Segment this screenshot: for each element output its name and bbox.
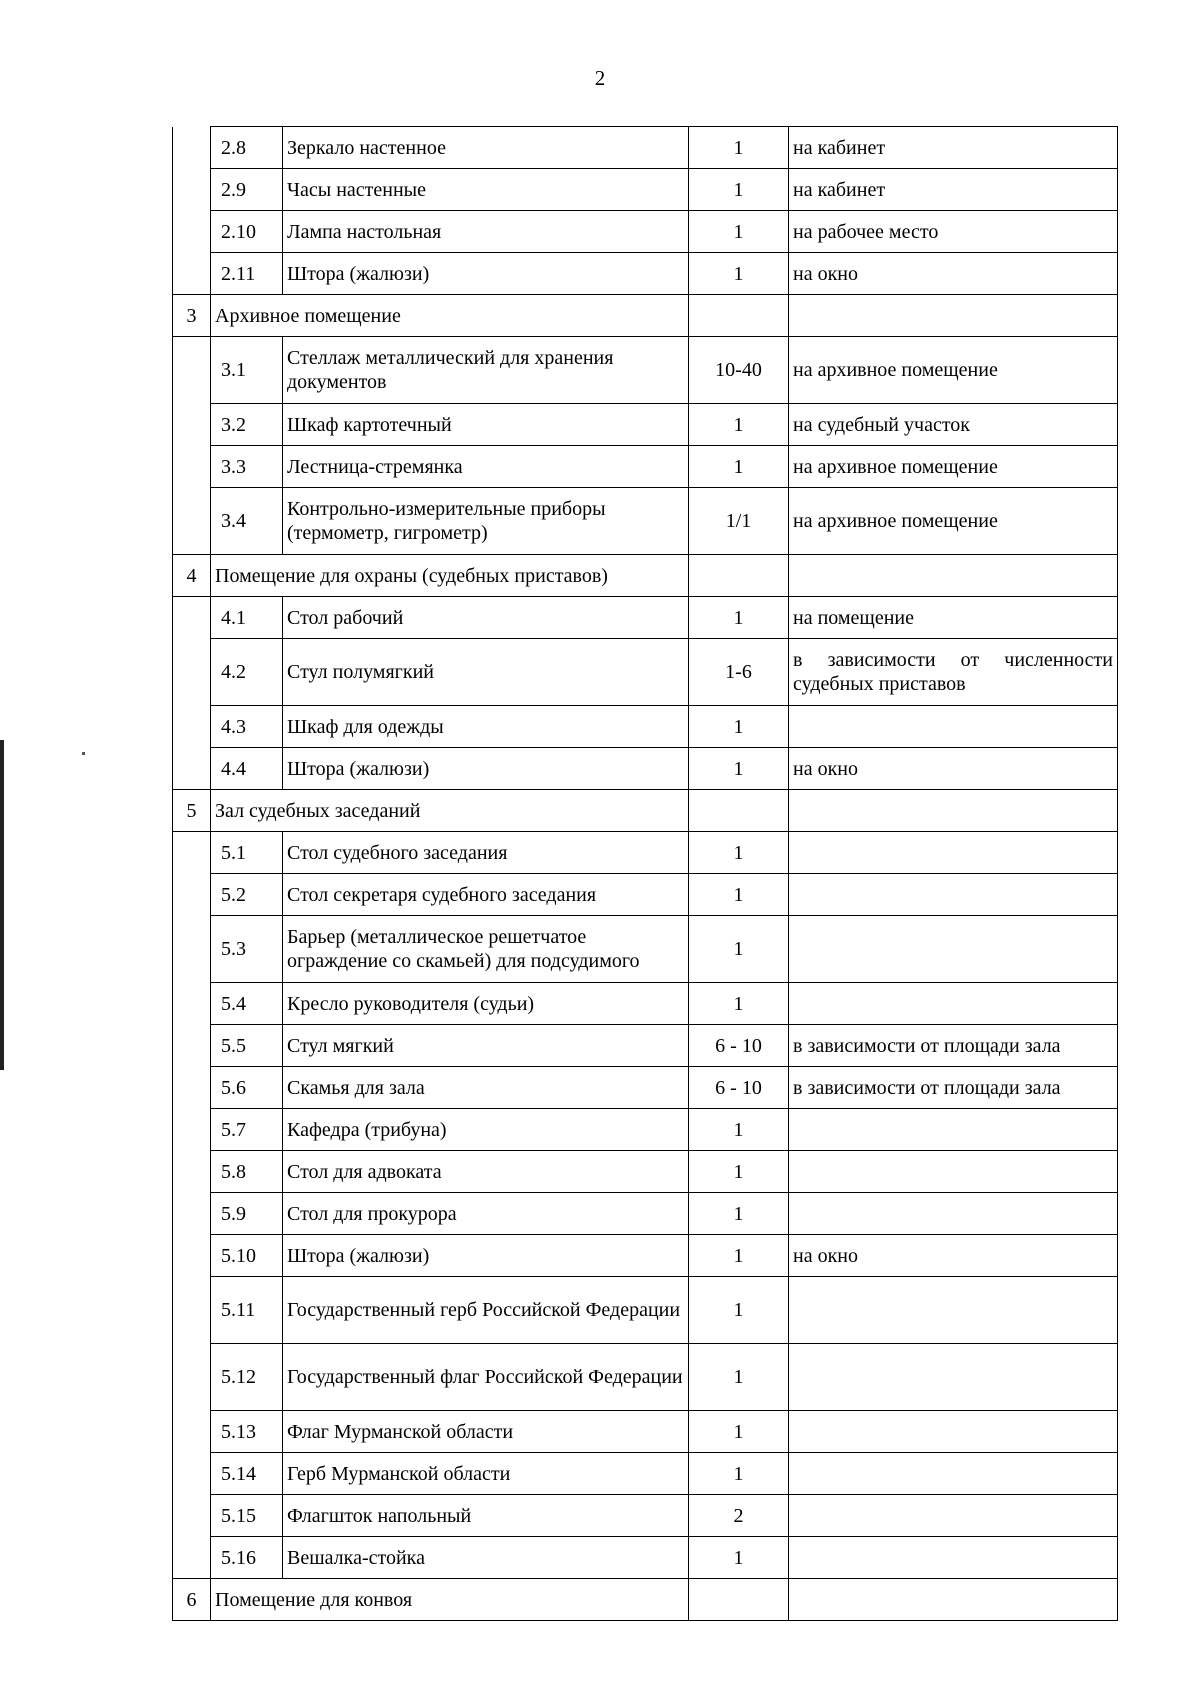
item-number: 5.3 <box>211 916 283 983</box>
section-spacer <box>173 1344 211 1411</box>
table-row <box>173 597 1118 639</box>
item-note <box>789 1344 1118 1411</box>
item-number: 2.10 <box>211 211 283 253</box>
item-name: Лестница-стремянка <box>283 446 689 488</box>
item-name: Кафедра (трибуна) <box>283 1109 689 1151</box>
item-name: Штора (жалюзи) <box>283 253 689 295</box>
item-number: 5.13 <box>211 1411 283 1453</box>
item-quantity: 1 <box>689 127 789 169</box>
section-spacer <box>173 1411 211 1453</box>
item-note: в зависимости от площади зала <box>789 1067 1118 1109</box>
table-row <box>173 916 1118 983</box>
item-number: 5.16 <box>211 1537 283 1579</box>
item-quantity: 1 <box>689 1344 789 1411</box>
item-quantity: 1 <box>689 1411 789 1453</box>
item-name: Государственный герб Российской Федерации <box>283 1277 689 1344</box>
table-row <box>173 1453 1118 1495</box>
section-spacer <box>173 832 211 874</box>
note-cell <box>789 1579 1118 1621</box>
item-note: на судебный участок <box>789 404 1118 446</box>
item-note: на окно <box>789 748 1118 790</box>
item-quantity: 1 <box>689 983 789 1025</box>
item-quantity: 1 <box>689 1193 789 1235</box>
item-quantity: 1 <box>689 1453 789 1495</box>
table-row <box>173 1067 1118 1109</box>
item-number: 4.2 <box>211 639 283 706</box>
table-row <box>173 874 1118 916</box>
item-number: 2.9 <box>211 169 283 211</box>
item-name: Шкаф картотечный <box>283 404 689 446</box>
section-spacer <box>173 1495 211 1537</box>
item-note <box>789 874 1118 916</box>
item-note: на окно <box>789 253 1118 295</box>
item-name: Скамья для зала <box>283 1067 689 1109</box>
item-note <box>789 1453 1118 1495</box>
table-row <box>173 706 1118 748</box>
item-quantity: 1 <box>689 1235 789 1277</box>
item-name: Лампа настольная <box>283 211 689 253</box>
table-row <box>173 1277 1118 1344</box>
item-name: Часы настенные <box>283 169 689 211</box>
item-note: на окно <box>789 1235 1118 1277</box>
item-note <box>789 1109 1118 1151</box>
item-name: Стол рабочий <box>283 597 689 639</box>
scan-edge-mark <box>0 740 4 1070</box>
table-row <box>173 639 1118 706</box>
item-quantity: 1 <box>689 748 789 790</box>
item-note: на кабинет <box>789 169 1118 211</box>
section-spacer <box>173 1193 211 1235</box>
qty-cell <box>689 295 789 337</box>
section-spacer <box>173 1537 211 1579</box>
item-quantity: 1 <box>689 446 789 488</box>
item-number: 3.3 <box>211 446 283 488</box>
section-spacer <box>173 1109 211 1151</box>
item-number: 5.1 <box>211 832 283 874</box>
section-number: 4 <box>173 555 211 597</box>
item-number: 4.1 <box>211 597 283 639</box>
section-title: Помещение для охраны (судебных приставов) <box>211 555 689 597</box>
item-name: Вешалка-стойка <box>283 1537 689 1579</box>
section-title: Архивное помещение <box>211 295 689 337</box>
table-row <box>173 983 1118 1025</box>
item-quantity: 1 <box>689 874 789 916</box>
item-name: Штора (жалюзи) <box>283 748 689 790</box>
qty-cell <box>689 790 789 832</box>
item-name: Шкаф для одежды <box>283 706 689 748</box>
item-note <box>789 916 1118 983</box>
section-row <box>173 790 1118 832</box>
section-number: 3 <box>173 295 211 337</box>
equipment-table-body <box>173 127 1118 1621</box>
item-note: на кабинет <box>789 127 1118 169</box>
section-spacer <box>173 1151 211 1193</box>
section-spacer <box>173 446 211 488</box>
scan-speck <box>82 752 85 755</box>
table-row <box>173 1109 1118 1151</box>
section-spacer <box>173 404 211 446</box>
item-quantity: 1 <box>689 597 789 639</box>
item-name: Государственный флаг Российской Федерации <box>283 1344 689 1411</box>
item-name: Барьер (металлическое решетчатое ограждение со скамьей) для подсудимого <box>283 916 689 983</box>
section-row <box>173 555 1118 597</box>
section-spacer <box>173 1067 211 1109</box>
table-row <box>173 748 1118 790</box>
note-cell <box>789 555 1118 597</box>
item-quantity: 1 <box>689 253 789 295</box>
item-quantity: 6 - 10 <box>689 1067 789 1109</box>
item-name: Стол для прокурора <box>283 1193 689 1235</box>
table-row <box>173 253 1118 295</box>
section-spacer <box>173 1277 211 1344</box>
section-spacer <box>173 253 211 295</box>
section-number: 6 <box>173 1579 211 1621</box>
item-quantity: 2 <box>689 1495 789 1537</box>
item-name: Зеркало настенное <box>283 127 689 169</box>
item-number: 3.4 <box>211 488 283 555</box>
section-spacer <box>173 211 211 253</box>
item-note: на архивное помещение <box>789 337 1118 404</box>
note-cell <box>789 790 1118 832</box>
item-note <box>789 1277 1118 1344</box>
item-note <box>789 983 1118 1025</box>
item-note <box>789 1151 1118 1193</box>
item-note <box>789 706 1118 748</box>
qty-cell <box>689 555 789 597</box>
item-note: в зависимости от площади зала <box>789 1025 1118 1067</box>
item-note: на архивное помещение <box>789 446 1118 488</box>
section-row <box>173 1579 1118 1621</box>
table-row <box>173 1025 1118 1067</box>
page-number: 2 <box>594 66 606 90</box>
item-number: 4.3 <box>211 706 283 748</box>
table-row <box>173 127 1118 169</box>
equipment-table <box>172 126 1118 1621</box>
section-spacer <box>173 169 211 211</box>
table-row <box>173 832 1118 874</box>
table-row <box>173 1235 1118 1277</box>
item-note: в зависимости от численности судебных приставов <box>789 639 1118 706</box>
section-number: 5 <box>173 790 211 832</box>
item-note <box>789 832 1118 874</box>
item-number: 5.10 <box>211 1235 283 1277</box>
item-number: 5.14 <box>211 1453 283 1495</box>
item-note <box>789 1411 1118 1453</box>
section-row <box>173 295 1118 337</box>
item-note <box>789 1193 1118 1235</box>
item-quantity: 1 <box>689 916 789 983</box>
item-quantity: 1 <box>689 1537 789 1579</box>
section-spacer <box>173 127 211 169</box>
item-name: Стул полумягкий <box>283 639 689 706</box>
table-row <box>173 488 1118 555</box>
item-number: 5.11 <box>211 1277 283 1344</box>
item-quantity: 10-40 <box>689 337 789 404</box>
table-row <box>173 169 1118 211</box>
item-number: 2.11 <box>211 253 283 295</box>
item-name: Флаг Мурманской области <box>283 1411 689 1453</box>
item-name: Стеллаж металлический для хранения документов <box>283 337 689 404</box>
item-name: Стол для адвоката <box>283 1151 689 1193</box>
item-quantity: 1 <box>689 1109 789 1151</box>
item-quantity: 1 <box>689 1151 789 1193</box>
item-number: 5.4 <box>211 983 283 1025</box>
item-name: Штора (жалюзи) <box>283 1235 689 1277</box>
section-spacer <box>173 874 211 916</box>
item-quantity: 1 <box>689 404 789 446</box>
item-note: на помещение <box>789 597 1118 639</box>
item-number: 5.6 <box>211 1067 283 1109</box>
item-quantity: 1 <box>689 211 789 253</box>
item-note <box>789 1495 1118 1537</box>
table-row <box>173 404 1118 446</box>
item-number: 3.1 <box>211 337 283 404</box>
item-number: 3.2 <box>211 404 283 446</box>
item-number: 4.4 <box>211 748 283 790</box>
table-row <box>173 1411 1118 1453</box>
section-spacer <box>173 597 211 639</box>
item-name: Кресло руководителя (судьи) <box>283 983 689 1025</box>
item-number: 5.2 <box>211 874 283 916</box>
section-spacer <box>173 983 211 1025</box>
section-spacer <box>173 706 211 748</box>
item-number: 2.8 <box>211 127 283 169</box>
section-spacer <box>173 748 211 790</box>
table-row <box>173 337 1118 404</box>
table-row <box>173 1344 1118 1411</box>
item-number: 5.5 <box>211 1025 283 1067</box>
section-spacer <box>173 916 211 983</box>
table-row <box>173 1537 1118 1579</box>
item-name: Стол секретаря судебного заседания <box>283 874 689 916</box>
table-row <box>173 1193 1118 1235</box>
item-quantity: 6 - 10 <box>689 1025 789 1067</box>
item-note: на архивное помещение <box>789 488 1118 555</box>
item-quantity: 1 <box>689 169 789 211</box>
item-note: на рабочее место <box>789 211 1118 253</box>
section-spacer <box>173 639 211 706</box>
section-title: Зал судебных заседаний <box>211 790 689 832</box>
item-number: 5.12 <box>211 1344 283 1411</box>
item-number: 5.8 <box>211 1151 283 1193</box>
section-spacer <box>173 337 211 404</box>
section-title: Помещение для конвоя <box>211 1579 689 1621</box>
item-name: Флагшток напольный <box>283 1495 689 1537</box>
table-row <box>173 211 1118 253</box>
item-number: 5.9 <box>211 1193 283 1235</box>
item-quantity: 1 <box>689 832 789 874</box>
section-spacer <box>173 1235 211 1277</box>
item-number: 5.15 <box>211 1495 283 1537</box>
item-quantity: 1 <box>689 1277 789 1344</box>
item-note <box>789 1537 1118 1579</box>
item-name: Стул мягкий <box>283 1025 689 1067</box>
table-row <box>173 446 1118 488</box>
item-quantity: 1-6 <box>689 639 789 706</box>
qty-cell <box>689 1579 789 1621</box>
table-row <box>173 1151 1118 1193</box>
item-number: 5.7 <box>211 1109 283 1151</box>
item-quantity: 1 <box>689 706 789 748</box>
section-spacer <box>173 488 211 555</box>
table-row <box>173 1495 1118 1537</box>
item-quantity: 1/1 <box>689 488 789 555</box>
item-name: Герб Мурманской области <box>283 1453 689 1495</box>
item-name: Стол судебного заседания <box>283 832 689 874</box>
note-cell <box>789 295 1118 337</box>
section-spacer <box>173 1025 211 1067</box>
section-spacer <box>173 1453 211 1495</box>
item-name: Контрольно-измерительные приборы (термометр, гигрометр) <box>283 488 689 555</box>
